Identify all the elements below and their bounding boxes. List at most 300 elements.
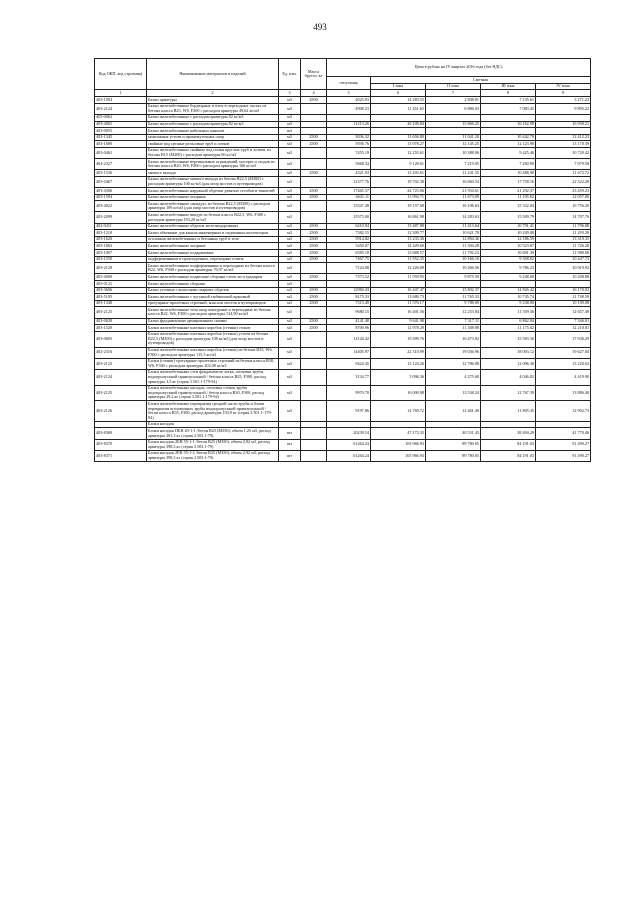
row-mass	[301, 159, 327, 170]
row-price-zone1: 16 000.98	[371, 385, 426, 401]
table-row	[95, 287, 591, 294]
row-unit: м3	[279, 201, 301, 212]
row-price-estimated: 7455.19	[327, 147, 371, 158]
table-row	[95, 307, 591, 318]
row-unit	[279, 421, 301, 428]
row-price-estimated: 7373.52	[327, 274, 371, 281]
row-unit: м3	[279, 307, 301, 318]
row-price-zone1: 13 978.27	[371, 141, 426, 148]
row-price-estimated: 13547.48	[327, 201, 371, 212]
row-name: Балки железобетонные тела опор контурные и переходные из бетона класса В22, W6, F300 с расходом арматуры 134,90 кг/м3	[147, 307, 279, 318]
row-code: 403-1536	[95, 170, 147, 177]
table-row	[95, 256, 591, 263]
row-price-zone4: 3 271.22	[536, 97, 591, 104]
row-code: 403-0055	[95, 128, 147, 135]
row-mass: 2500	[301, 236, 327, 243]
row-price-zone2: 6 886.03	[426, 103, 481, 114]
row-price-zone4: 19 627.84	[536, 347, 591, 358]
row-price-zone1: 15 124.26	[371, 358, 426, 369]
index-cell: 1	[95, 90, 147, 97]
row-price-zone2	[426, 128, 481, 135]
row-price-zone1: 13 487.88	[371, 223, 426, 230]
row-name: Балки железобетонные вертикальные ограждений, носорез и сходов из бетона класса В20, W6, F200 с расходом арматуры 100 кг/м3	[147, 159, 279, 170]
row-price-zone1: 12 978.29	[371, 325, 426, 332]
row-name: Балки железобетонные бордюрные и плит в переходных частях из бетона класса В25, W6, F200 с расходом арматуры 49,62 кг/м3	[147, 103, 279, 114]
row-name: Балки железобетонные опорные	[147, 243, 279, 250]
row-price-zone3: 11 805.45	[481, 401, 536, 421]
row-price-zone1: 11 576.17	[371, 300, 426, 307]
index-row	[95, 90, 591, 97]
row-price-zone4	[536, 114, 591, 121]
table-row	[95, 176, 591, 187]
row-code: 403-1520	[95, 325, 147, 332]
row-price-zone4: 10 919.92	[536, 263, 591, 274]
table-row	[95, 194, 591, 201]
row-price-zone2: 11 765.33	[426, 294, 481, 301]
row-mass	[301, 212, 327, 223]
row-name: Балки железобетонные подферменники и переходных из бетона класса В22, W6, F300 с расходом арматуры 76,97 кг/м3	[147, 263, 279, 274]
row-name: оголовков железобетонных и бетонных труб в теле	[147, 236, 279, 243]
row-price-zone1: 13 233.36	[371, 236, 426, 243]
row-price-estimated: 7124.08	[327, 263, 371, 274]
header-unit: Ед. изм.	[279, 59, 301, 90]
row-name: свайные под цепные рельсовые труб и лотков	[147, 141, 279, 148]
table-row	[95, 274, 591, 281]
row-price-zone2: 10 621.78	[426, 230, 481, 237]
row-price-zone2: 7 317.11	[426, 318, 481, 325]
row-mass: 2500	[301, 287, 327, 294]
row-price-zone4: 10 720.42	[536, 147, 591, 158]
row-name: Балки железобетонные сборные	[147, 281, 279, 288]
row-price-zone2: 7 219.05	[426, 159, 481, 170]
row-price-zone1: 9 128.61	[371, 159, 426, 170]
row-unit: м3	[279, 300, 301, 307]
row-name: Балки железобетонные виадук из бетона класса В22,5, W6, F300 с расходом арматуры 193,20 кг/м3	[147, 212, 279, 223]
row-mass	[301, 176, 327, 187]
row-price-zone1: 19 499.76	[371, 331, 426, 347]
row-mass: 2500	[301, 318, 327, 325]
row-code: 403-1620	[95, 236, 147, 243]
row-price-zone3: 10 323.87	[481, 243, 536, 250]
row-price-zone2: 10 388.06	[426, 147, 481, 158]
row-code: 403-0121	[95, 281, 147, 288]
index-cell: 6	[371, 90, 426, 97]
row-price-zone2: 19 036.96	[426, 347, 481, 358]
row-code: 403-2125	[95, 385, 147, 401]
row-mass	[301, 358, 327, 369]
row-price-zone1: 14 429.60	[371, 243, 426, 250]
row-price-zone2: 11 673.09	[426, 194, 481, 201]
row-price-estimated: 5914.82	[327, 236, 371, 243]
row-unit: м3	[279, 114, 301, 121]
row-code: 402-2316	[95, 347, 147, 358]
row-price-zone3: 11 559.36	[481, 307, 536, 318]
row-price-zone2: 89 780.65	[426, 439, 481, 450]
row-name: Балки железобетонные свайные под полки круглых труб и лотков, из бетона В15 (М200) с расходом арматуры 66 кг/м3	[147, 147, 279, 158]
row-price-zone1: 14 769.72	[371, 401, 426, 421]
row-mass: 2500	[301, 188, 327, 195]
row-code: 403-3606	[95, 287, 147, 294]
row-name: Балки железобетонные кабельных каналов	[147, 128, 279, 135]
row-price-estimated: 7313.49	[327, 300, 371, 307]
row-price-zone3: 18 003.12	[481, 347, 536, 358]
row-unit: м3	[279, 347, 301, 358]
row-price-zone2: 11 241.35	[426, 170, 481, 177]
row-unit: м3	[279, 369, 301, 385]
row-price-estimated: 3036.32	[327, 134, 371, 141]
row-price-zone1: 11 952.35	[371, 256, 426, 263]
row-name: Балки железобетонные «виадук» из бетона В22,5 (М300) с расходом арматуры 109 кг/м3 (для опор мостов и путепроводов)	[147, 201, 279, 212]
row-price-zone1: 5 096.36	[371, 369, 426, 385]
table-row	[95, 385, 591, 401]
row-unit: шт	[279, 428, 301, 439]
row-price-zone4: 91 490.27	[536, 450, 591, 461]
row-price-zone4: 9 895.22	[536, 103, 591, 114]
row-price-zone2: 16 473.82	[426, 331, 481, 347]
row-price-zone2: 10 266.56	[426, 263, 481, 274]
table-row	[95, 103, 591, 114]
row-price-estimated: 9197.86	[327, 401, 371, 421]
row-code: 403-2099	[95, 212, 147, 223]
row-unit: м3	[279, 97, 301, 104]
row-code: 403-1097	[95, 250, 147, 257]
row-price-zone3: 84 191.03	[481, 450, 536, 461]
row-unit: м3	[279, 170, 301, 177]
row-price-zone3: 9 358.82	[481, 256, 536, 263]
row-price-zone2	[426, 421, 481, 428]
row-code: 403-0461	[95, 147, 147, 158]
row-price-zone3	[481, 128, 536, 135]
row-price-zone1	[371, 114, 426, 121]
row-mass	[301, 401, 327, 421]
row-price-zone1: 13 656.80	[371, 134, 426, 141]
header-mass: Масса брутто, кг	[301, 59, 327, 90]
row-name: Балки железобетонные обделок железнодорожных	[147, 223, 279, 230]
table-row	[95, 369, 591, 385]
row-code: 403-2123	[95, 358, 147, 369]
row-mass: 2500	[301, 194, 327, 201]
row-price-zone1: 22 310.99	[371, 347, 426, 358]
row-price-zone1: 13 680.73	[371, 294, 426, 301]
row-mass: 2500	[301, 97, 327, 104]
row-mass: 2500	[301, 141, 327, 148]
table-body	[95, 97, 591, 462]
row-price-zone3	[481, 114, 536, 121]
row-mass	[301, 147, 327, 158]
row-price-zone4: 12 657.49	[536, 307, 591, 318]
row-price-estimated: 61264.24	[327, 450, 371, 461]
index-cell: 9	[536, 90, 591, 97]
row-price-zone4: 12 902.73	[536, 401, 591, 421]
row-price-zone3: 11 105.82	[481, 194, 536, 201]
row-name: Балки железобетонные с расходом арматуры 82 кг/м3	[147, 121, 279, 128]
row-name: Блоки железобетонные шахтных коробок (стенок) из бетона В25, W6, F300 с расходом арматуры 115,5 кг/м3	[147, 347, 279, 358]
page-number: 493	[313, 22, 327, 32]
row-unit: м3	[279, 318, 301, 325]
row-price-zone4: 7 079.58	[536, 159, 591, 170]
table-row	[95, 294, 591, 301]
row-price-estimated	[327, 128, 371, 135]
row-price-zone1: 12 226.08	[371, 263, 426, 274]
row-unit: м3	[279, 212, 301, 223]
row-name: монтажные устоев и промежуточных опор	[147, 134, 279, 141]
row-price-zone1: 9 641.98	[371, 318, 426, 325]
row-price-zone4: 11 748.59	[536, 294, 591, 301]
table-row	[95, 121, 591, 128]
row-price-zone4: 11 796.88	[536, 223, 591, 230]
row-code: 403-2129	[95, 263, 147, 274]
row-unit: шт	[279, 128, 301, 135]
table-row	[95, 230, 591, 237]
row-price-zone2: 10 166.10	[426, 256, 481, 263]
row-price-zone3: 9 425.46	[481, 147, 536, 158]
row-price-zone4: 7 346.01	[536, 318, 591, 325]
row-price-zone4: 91 490.27	[536, 439, 591, 450]
row-code: 403-0062	[95, 114, 147, 121]
row-price-zone2: 12 894.36	[426, 236, 481, 243]
row-price-zone1: 13 688.57	[371, 250, 426, 257]
table-row	[95, 428, 591, 439]
row-code: 403-1594	[95, 194, 147, 201]
row-price-zone4: 11 980.08	[536, 250, 591, 257]
row-name: Блоки насадок 2БН 55-1-2 /бетон В25 (М350), объем 2,92 м3, расход арматуры 398,3 кг (серия 3.503.1-79)	[147, 450, 279, 461]
row-mass	[301, 331, 327, 347]
row-price-estimated: 7467.75	[327, 256, 371, 263]
row-name: Блоки железобетонные перекрытия средней части трубы и блоки перекрытия оголовочных трубы водопропускной прямоугольной / бетон класса В35, F300, расход арматуры 150,9 кг (серия 3.501.1-179-94)	[147, 401, 279, 421]
row-code: 403-8369	[95, 428, 147, 439]
row-price-zone4: 14 707.76	[536, 212, 591, 223]
row-mass	[301, 281, 327, 288]
row-price-estimated: 5668.34	[327, 159, 371, 170]
row-unit: м3	[279, 281, 301, 288]
row-price-zone3: 4 046.02	[481, 369, 536, 385]
row-mass: 2500	[301, 294, 327, 301]
row-price-zone2	[426, 114, 481, 121]
row-price-zone4: 13 170.39	[536, 141, 591, 148]
table-row	[95, 250, 591, 257]
row-price-zone1: 13 994.71	[371, 194, 426, 201]
price-table-wrapper	[94, 58, 590, 462]
row-price-zone4	[536, 128, 591, 135]
row-price-zone3: 11 175.02	[481, 325, 536, 332]
row-price-zone4: 12 210.81	[536, 325, 591, 332]
row-code: 403-2125	[95, 307, 147, 318]
row-price-zone3: 38 494.29	[481, 428, 536, 439]
table-row	[95, 243, 591, 250]
row-price-zone4: 16 756.20	[536, 201, 591, 212]
row-price-zone3: 14 826.42	[481, 287, 536, 294]
row-mass: 2500	[301, 170, 327, 177]
row-price-zone3: 7 083.45	[481, 103, 536, 114]
row-price-zone2: 14 283.63	[426, 212, 481, 223]
row-mass: 2500	[301, 300, 327, 307]
row-price-zone3: 9 238.00	[481, 300, 536, 307]
row-price-estimated: 4141.40	[327, 318, 371, 325]
row-name: Блоки железобетонные шахтных коробок (стенки) стоков	[147, 325, 279, 332]
row-price-estimated: 12144.42	[327, 331, 371, 347]
row-price-zone3: 15 509.79	[481, 212, 536, 223]
row-price-zone2: 4 275.60	[426, 369, 481, 385]
index-cell: 3	[279, 90, 301, 97]
table-row	[95, 134, 591, 141]
row-code: 403-0028	[95, 318, 147, 325]
row-mass	[301, 128, 327, 135]
row-unit: м3	[279, 134, 301, 141]
table-row	[95, 325, 591, 332]
row-price-zone2: 15 866.25	[426, 121, 481, 128]
row-name: Балки железобетонные опорных	[147, 194, 279, 201]
row-code	[95, 421, 147, 428]
row-price-zone1: 14 283.55	[371, 97, 426, 104]
row-name: Балки уточные с консолями сварных обделок	[147, 287, 279, 294]
row-mass	[301, 307, 327, 318]
row-code: 403-1863	[95, 243, 147, 250]
row-mass	[301, 421, 327, 428]
row-code: 403-0467	[95, 176, 147, 187]
table-row	[95, 201, 591, 212]
row-price-zone3: 12 123.98	[481, 141, 536, 148]
table-row	[95, 114, 591, 121]
row-price-zone4: 11 293.28	[536, 230, 591, 237]
row-code: 403-2124	[95, 103, 147, 114]
row-unit: шт	[279, 439, 301, 450]
row-price-zone2	[426, 281, 481, 288]
row-price-estimated: 4641.11	[327, 194, 371, 201]
row-price-zone3: 6 862.94	[481, 318, 536, 325]
row-price-estimated: 15575.00	[327, 212, 371, 223]
row-price-estimated: 5936.76	[327, 141, 371, 148]
row-mass: 2500	[301, 230, 327, 237]
row-unit: м3	[279, 385, 301, 401]
index-cell: 2	[147, 90, 279, 97]
row-price-zone2: 2 808.81	[426, 97, 481, 104]
row-mass	[301, 103, 327, 114]
row-price-zone2: 12 786.88	[426, 358, 481, 369]
table-row	[95, 188, 591, 195]
row-unit: м3	[279, 250, 301, 257]
row-price-estimated: 61264.24	[327, 439, 371, 450]
row-price-zone2: 11 413.64	[426, 223, 481, 230]
row-price-estimated: 6585.18	[327, 250, 371, 257]
header-zone3: III зона	[481, 83, 536, 90]
row-mass: 2500	[301, 250, 327, 257]
table-row	[95, 141, 591, 148]
row-mass	[301, 263, 327, 274]
table-row	[95, 97, 591, 104]
row-price-estimated: 12984.43	[327, 287, 371, 294]
table-row	[95, 358, 591, 369]
row-unit: м3	[279, 256, 301, 263]
row-price-zone2: 11 792.23	[426, 250, 481, 257]
row-unit: м3	[279, 263, 301, 274]
row-price-zone3: 10 442.70	[481, 134, 536, 141]
row-code: 403-8370	[95, 439, 147, 450]
row-price-zone3: 10 249.08	[481, 230, 536, 237]
row-price-estimated: 4998.23	[327, 103, 371, 114]
row-code: 403-1348	[95, 300, 147, 307]
row-price-estimated: 4025.03	[327, 97, 371, 104]
row-name: Блоки железобетонные насадок, оголовка стенок трубы водопропускной прямоугольной / бетон класса В30, F300, расход арматуры 29,2 кг (серия 3.501.1-179-94)	[147, 385, 279, 401]
row-price-zone3: 10 791.41	[481, 223, 536, 230]
row-name: Балки объемные для канала инженерных и подземных коллекторов	[147, 230, 279, 237]
row-name: мягкого выхода	[147, 170, 279, 177]
row-mass	[301, 347, 327, 358]
row-price-zone3: 10 691.39	[481, 250, 536, 257]
row-price-zone3: 15 332.04	[481, 201, 536, 212]
row-code: 403-0605	[95, 331, 147, 347]
row-price-zone2: 11 041.20	[426, 134, 481, 141]
table-row	[95, 170, 591, 177]
row-price-zone4: 17 036.29	[536, 331, 591, 347]
row-mass	[301, 121, 327, 128]
row-price-estimated: 20239.54	[327, 428, 371, 439]
row-code: 403-4065	[95, 121, 147, 128]
row-price-estimated: 11213.26	[327, 121, 371, 128]
row-price-zone1: 103 966.93	[371, 450, 426, 461]
row-mass	[301, 450, 327, 461]
row-mass: 2500	[301, 134, 327, 141]
row-price-estimated: 9970.70	[327, 385, 371, 401]
row-unit: м3	[279, 358, 301, 369]
row-unit: м3	[279, 103, 301, 114]
row-price-zone1: 103 966.93	[371, 439, 426, 450]
table-row	[95, 450, 591, 461]
table-row	[95, 347, 591, 358]
row-price-zone3: 21 292.37	[481, 188, 536, 195]
row-name: подферменников и прокладочных, переходные плиты	[147, 256, 279, 263]
index-cell: 4	[301, 90, 327, 97]
row-price-zone4: 11 672.72	[536, 170, 591, 177]
row-price-zone3: 12 186.59	[481, 236, 536, 243]
header-estimated: отпускная	[327, 77, 371, 90]
row-price-estimated	[327, 281, 371, 288]
row-price-zone2: 9 875.59	[426, 274, 481, 281]
row-code: 403-4306	[95, 188, 147, 195]
row-price-zone4: 13 220.62	[536, 358, 591, 369]
row-price-zone2: 21 954.61	[426, 188, 481, 195]
row-price-estimated: 9680.15	[327, 307, 371, 318]
header-zone2: II зона	[426, 83, 481, 90]
row-price-zone3: 10 488.90	[481, 170, 536, 177]
row-mass: 2500	[301, 325, 327, 332]
row-price-estimated	[327, 114, 371, 121]
header-zone4: IV зона	[536, 83, 591, 90]
row-price-zone1: 16 401.56	[371, 307, 426, 318]
row-price-zone3: 12 096.38	[481, 358, 536, 369]
row-price-estimated: 5450.07	[327, 243, 371, 250]
row-price-estimated: 9424.45	[327, 358, 371, 369]
row-code: 403-1345	[95, 134, 147, 141]
row-unit: м3	[279, 159, 301, 170]
table-row	[95, 147, 591, 158]
row-price-zone2: 16 106.63	[426, 201, 481, 212]
row-price-zone3	[481, 281, 536, 288]
row-name: Балки железобетонные подкрановые	[147, 250, 279, 257]
row-unit: м3	[279, 331, 301, 347]
row-price-zone4: 10 208.88	[536, 274, 591, 281]
row-price-zone2: 16 660.54	[426, 176, 481, 187]
row-mass	[301, 385, 327, 401]
row-price-zone2: 40 531.43	[426, 428, 481, 439]
row-price-estimated: 8700.96	[327, 325, 371, 332]
row-code: 403-4022	[95, 201, 147, 212]
row-price-estimated: 17465.37	[327, 188, 371, 195]
row-price-zone1: 26 109.84	[371, 121, 426, 128]
row-unit: м3	[279, 141, 301, 148]
table-row	[95, 439, 591, 450]
row-price-zone1: 47 173.35	[371, 428, 426, 439]
row-name: Балки арматуры	[147, 97, 279, 104]
